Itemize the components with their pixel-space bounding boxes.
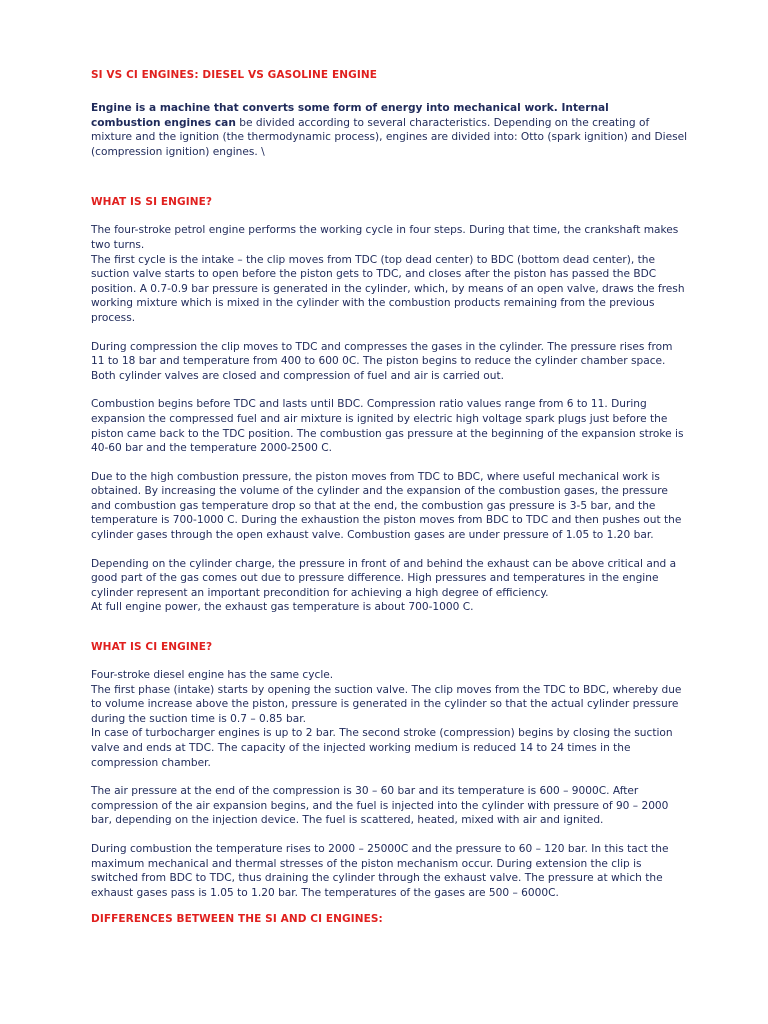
si-paragraph-1: The four-stroke petrol engine performs the working cycle in four steps. During that time, the crankshaft makes two turns. — [91, 224, 679, 251]
ci-paragraph-3: In case of turbocharger engines is up to 2 bar. The second stroke (compression) begins by closing the suction valve and ends at TDC. The capacity of the injected working medium is reduced 14 to 24 times in the compression chamber. — [91, 727, 673, 769]
ci-paragraph-1: Four-stroke diesel engine has the same cycle. — [91, 669, 334, 682]
si-paragraph-3: During compression the clip moves to TDC and compresses the gases in the cylinder. The pressure rises from 11 to 18 bar and temperature from 400 to 600 0C. The piston begins to reduce the cylinder chamber space. Both cylinder valves are closed and compression of fuel and air is carried out. — [91, 340, 673, 382]
si-paragraph-7: At full engine power, the exhaust gas temperature is about 700-1000 C. — [91, 601, 474, 614]
intro-rest: be divided according to several characteristics. Depending on the creating of mixture and the ignition (the thermodynamic process), engines are divided into: Otto (spark ignition) and Diesel (compression ignition) engines. \ — [91, 116, 688, 158]
differences-heading: DIFFERENCES BETWEEN THE SI AND CI ENGINES: — [91, 913, 383, 926]
si-paragraph-6: Depending on the cylinder charge, the pressure in front of and behind the exhaust can be above critical and a good part of the gas comes out due to pressure difference. High pressures and temperatures in the engine cylinder represent an important precondition for achieving a high degree of efficiency. — [91, 557, 677, 599]
si-heading: WHAT IS SI ENGINE? — [91, 196, 213, 209]
intro-paragraph — [91, 101, 688, 159]
document-title: SI VS CI ENGINES: DIESEL VS GASOLINE ENGINE — [91, 69, 378, 81]
ci-section — [91, 668, 688, 900]
ci-paragraph-4: The air pressure at the end of the compression is 30 – 60 bar and its temperature is 600 – 9000C. After compression of the air expansion begins, and the fuel is injected into the cylinder with pressure of 90 – 2000 bar, depending on the injection device. The fuel is scattered, heated, mixed with air and ignited. — [91, 785, 669, 827]
si-paragraph-2: The first cycle is the intake – the clip moves from TDC (top dead center) to BDC (bottom dead center), the suction valve starts to open before the piston gets to TDC, and closes after the piston has passed the BDC position. A 0.7-0.9 bar pressure is generated in the cylinder, which, by means of an open valve, draws the fresh working mixture which is mixed in the cylinder with the combustion products remaining from the previous process. — [91, 253, 685, 324]
ci-paragraph-2: The first phase (intake) starts by opening the suction valve. The clip moves from the TDC to BDC, whereby due to volume increase above the piston, pressure is generated in the cylinder so that the actual cylinder pressure during the suction time is 0.7 – 0.85 bar. — [91, 683, 682, 725]
intro-bold-line2: combustion engines can — [91, 116, 236, 129]
ci-paragraph-5: During combustion the temperature rises to 2000 – 25000C and the pressure to 60 – 120 bar. In this tact the maximum mechanical and thermal stresses of the piston mechanism occur. During extension the clip is switched from BDC to TDC, thus draining the cylinder through the exhaust valve. The pressure at which the exhaust gases pass is 1.05 to 1.20 bar. The temperatures of the gases are 500 – 6000C. — [91, 842, 669, 899]
si-paragraph-4: Combustion begins before TDC and lasts until BDC. Compression ratio values range from 6 to 11. During expansion the compressed fuel and air mixture is ignited by electric high voltage spark plugs just before the piston came back to the TDC position. The combustion gas pressure at the beginning of the expansion stroke is 40-60 bar and the temperature 2000-2500 C. — [91, 398, 684, 455]
si-paragraph-5: Due to the high combustion pressure, the piston moves from TDC to BDC, where useful mechanical work is obtained. By increasing the volume of the cylinder and the expansion of the combustion gases, the pressure and combustion gas temperature drop so that at the end, the combustion gas pressure is 3-5 bar, and the temperature is 700-1000 C. During the exhaustion the piston moves from BDC to TDC and then pushes out the cylinder gases through the open exhaust valve. Combustion gases are under pressure of 1.05 to 1.20 bar. — [91, 470, 682, 542]
ci-heading: WHAT IS CI ENGINE? — [91, 641, 213, 654]
si-section — [91, 223, 688, 615]
intro-bold-line1: Engine is a machine that converts some form of energy into mechanical work. Internal — [91, 102, 609, 114]
